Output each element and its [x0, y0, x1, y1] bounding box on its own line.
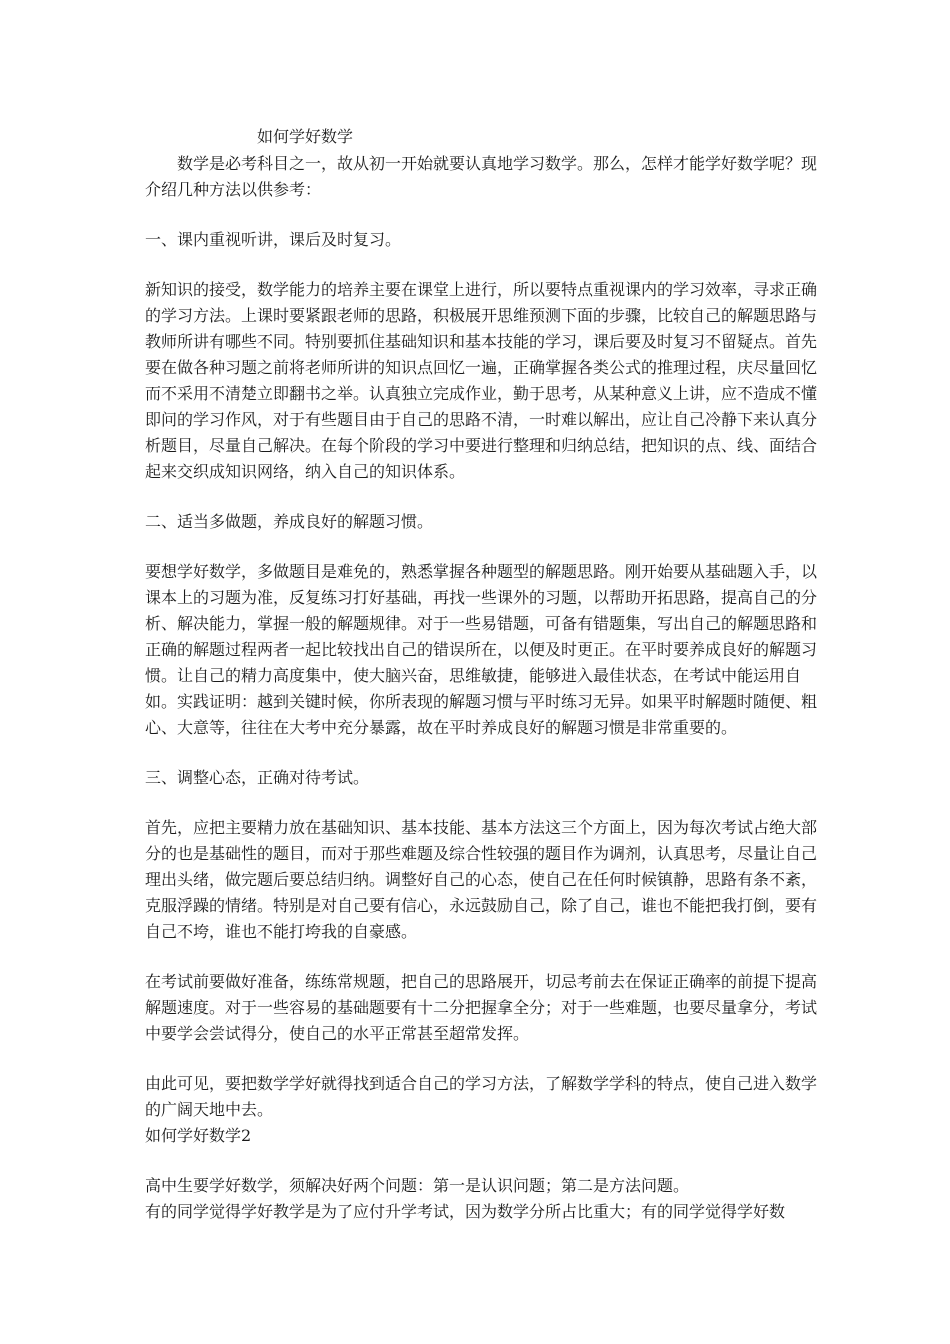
- paragraph-gap: [145, 253, 825, 277]
- section-2-heading: 二、适当多做题，养成良好的解题习惯。: [145, 512, 434, 531]
- document-title: 如何学好数学: [257, 127, 354, 146]
- paragraph-gap: [145, 485, 825, 509]
- paragraph-gap: [145, 1047, 825, 1071]
- conclusion-paragraph: 由此可见，要把数学学好就得找到适合自己的学习方法，了解数学学科的特点，使自己进入数学的广阔天地中去。: [145, 1074, 818, 1119]
- section-3-body-2: 在考试前要做好准备，练练常规题，把自己的思路展开，切忌考前去在保证正确率的前提下提高解题速度。对于一些容易的基础题要有十二分把握拿全分；对于一些难题，也要尽量拿分，考试中要学会尝试得分，使自己的水平正常甚至超常发挥。: [145, 972, 818, 1043]
- part-2-line-1: 高中生要学好数学，须解决好两个问题：第一是认识问题；第二是方法问题。: [145, 1176, 690, 1195]
- paragraph-gap: [145, 535, 825, 559]
- paragraph-gap: [145, 1149, 825, 1173]
- paragraph-gap: [145, 945, 825, 969]
- paragraph-gap: [145, 741, 825, 765]
- document-content: [145, 123, 825, 1225]
- document-title-2: 如何学好数学2: [145, 1126, 252, 1145]
- section-1-body: 新知识的接受，数学能力的培养主要在课堂上进行，所以要特点重视课内的学习效率，寻求正确的学习方法。上课时要紧跟老师的思路，积极展开思维预测下面的步骤，比较自己的解题思路与教师所讲有哪些不同。特别要抓住基础知识和基本技能的学习，课后要及时复习不留疑点。首先要在做各种习题之前将老师所讲的知识点回忆一遍，正确掌握各类公式的推理过程，庆尽量回忆而不采用不清楚立即翻书之举。认真独立完成作业，勤于思考，从某种意义上讲，应不造成不懂即问的学习作风，对于有些题目由于自己的思路不清，一时难以解出，应让自己冷静下来认真分析题目，尽量自己解决。在每个阶段的学习中要进行整理和归纳总结，把知识的点、线、面结合起来交织成知识网络，纳入自己的知识体系。: [145, 280, 818, 481]
- section-3-heading: 三、调整心态，正确对待考试。: [145, 768, 370, 787]
- intro-paragraph: 数学是必考科目之一，故从初一开始就要认真地学习数学。那么，怎样才能学好数学呢？现介绍几种方法以供参考：: [145, 154, 818, 199]
- paragraph-gap: [145, 791, 825, 815]
- section-2-body: 要想学好数学，多做题目是难免的，熟悉掌握各种题型的解题思路。刚开始要从基础题入手，以课本上的习题为准，反复练习打好基础，再找一些课外的习题，以帮助开拓思路，提高自己的分析、解决能力，掌握一般的解题规律。对于一些易错题，可备有错题集，写出自己的解题思路和正确的解题过程两者一起比较找出自己的错误所在，以便及时更正。在平时要养成良好的解题习惯。让自己的精力高度集中，使大脑兴奋，思维敏捷，能够进入最佳状态，在考试中能运用自如。实践证明：越到关键时候，你所表现的解题习惯与平时练习无异。如果平时解题时随便、粗心、大意等，往往在大考中充分暴露，故在平时养成良好的解题习惯是非常重要的。: [145, 562, 818, 737]
- paragraph-gap: [145, 203, 825, 227]
- section-1-heading: 一、课内重视听讲，课后及时复习。: [145, 230, 402, 249]
- section-3-body-1: 首先，应把主要精力放在基础知识、基本技能、基本方法这三个方面上，因为每次考试占绝大部分的也是基础性的题目，而对于那些难题及综合性较强的题目作为调剂，认真思考，尽量让自己理出头绪，做完题后要总结归纳。调整好自己的心态，使自己在任何时候镇静，思路有条不紊，克服浮躁的情绪。特别是对自己要有信心，永远鼓励自己，除了自己，谁也不能把我打倒，要有自己不垮，谁也不能打垮我的自豪感。: [145, 818, 818, 941]
- part-2-line-2: 有的同学觉得学好教学是为了应付升学考试，因为数学分所占比重大；有的同学觉得学好数: [145, 1202, 786, 1221]
